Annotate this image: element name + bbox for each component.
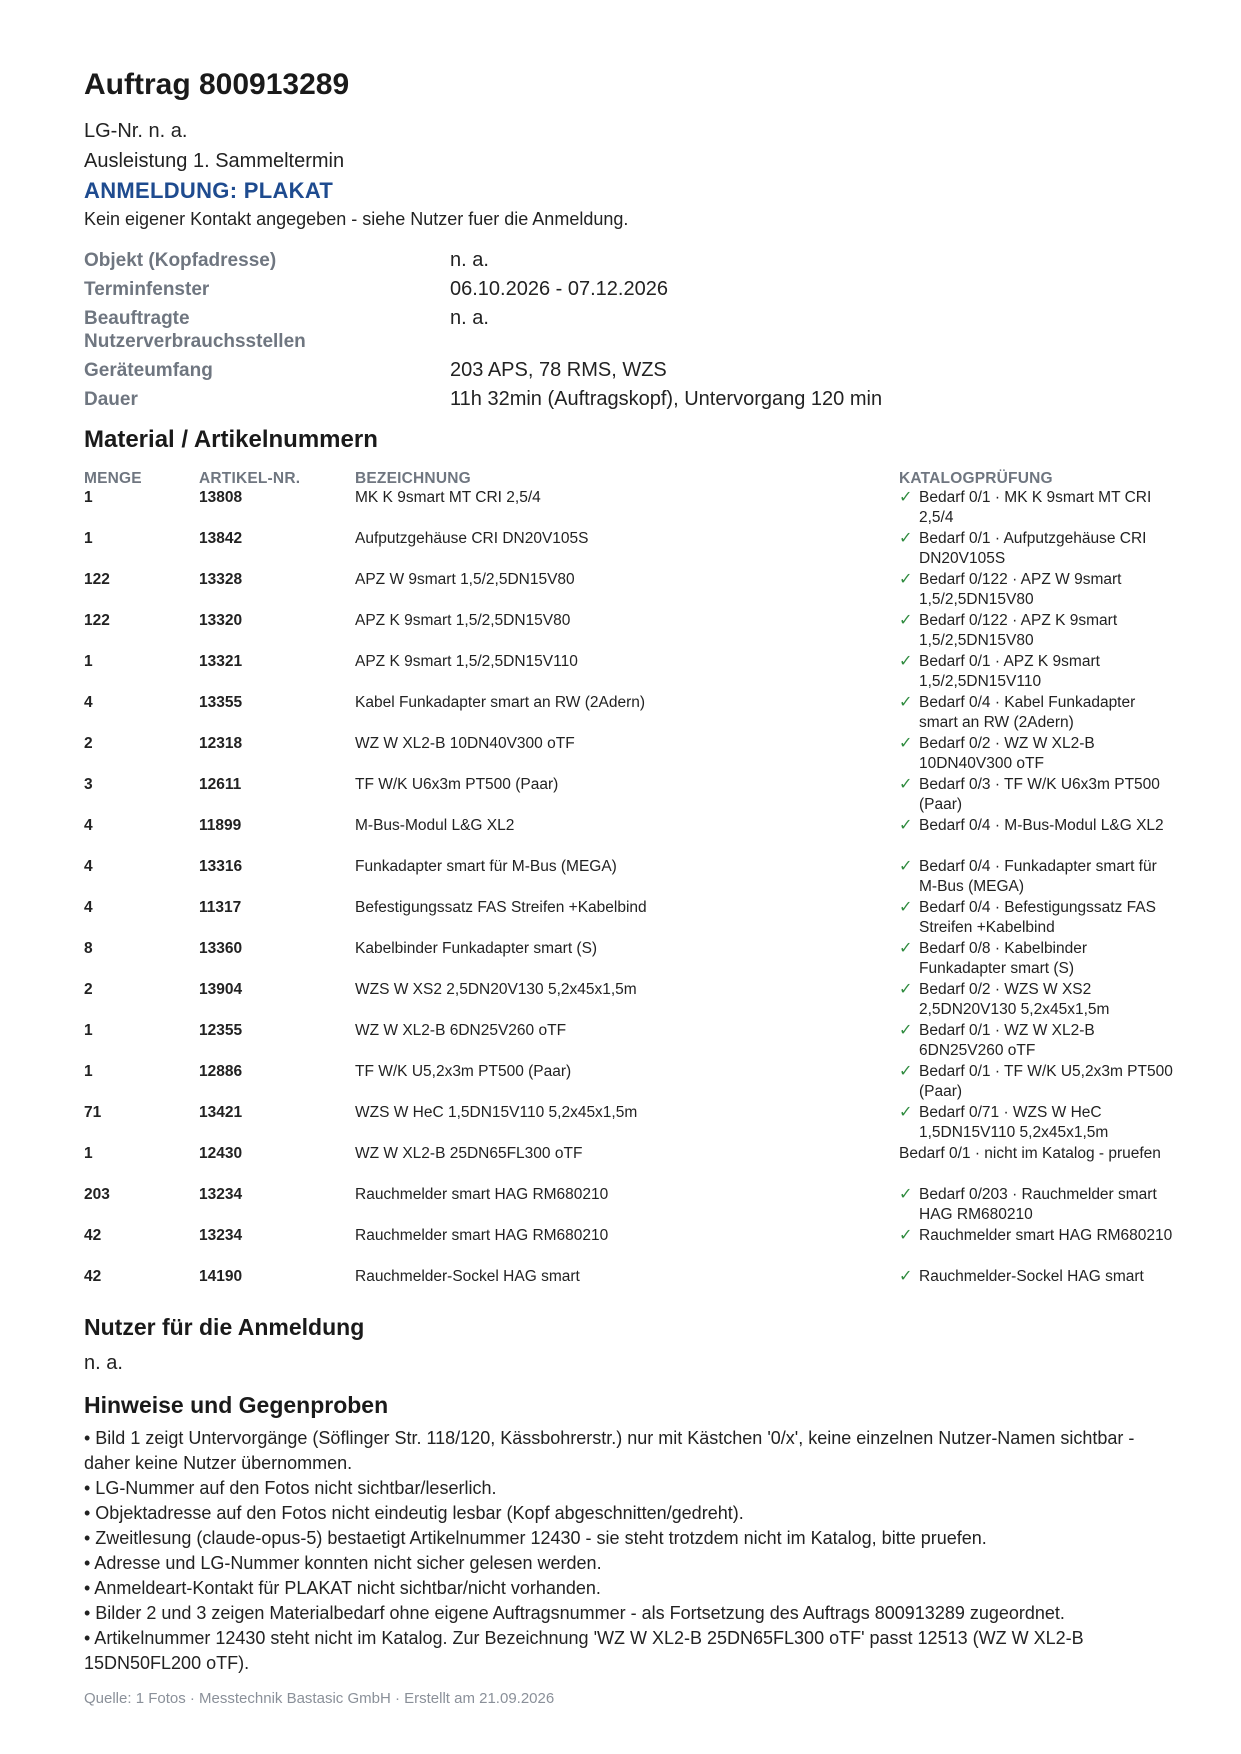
artikel-cell: 12355 <box>199 1022 243 1039</box>
katalog-text: Bedarf 0/1 · TF W/K U5,2x3m PT500 (Paar) <box>919 1063 1173 1100</box>
material-table-body <box>84 488 1174 1308</box>
checkmark-icon: ✓ <box>899 1063 913 1080</box>
col-artikel: ARTIKEL-NR. <box>199 470 301 487</box>
menge-cell: 1 <box>84 1022 93 1039</box>
checkmark-icon: ✓ <box>899 1268 913 1285</box>
table-row <box>84 1021 1174 1062</box>
artikel-cell: 11899 <box>199 817 242 834</box>
menge-cell: 2 <box>84 981 93 998</box>
bezeichnung-cell: WZ W XL2-B 10DN40V300 oTF <box>355 735 575 752</box>
table-row <box>84 775 1174 816</box>
menge-cell: 1 <box>84 530 93 547</box>
katalog-cell <box>899 775 1174 816</box>
katalog-cell <box>899 529 1174 570</box>
table-row <box>84 488 1174 529</box>
bezeichnung-cell: WZS W HeC 1,5DN15V110 5,2x45x1,5m <box>355 1104 638 1121</box>
checkmark-icon: ✓ <box>899 899 913 916</box>
katalog-cell <box>899 1226 1174 1267</box>
menge-cell: 3 <box>84 776 93 793</box>
menge-cell: 42 <box>84 1268 102 1285</box>
katalog-cell <box>899 1267 1174 1308</box>
artikel-cell: 13321 <box>199 653 243 670</box>
katalog-text: Bedarf 0/122 · APZ K 9smart 1,5/2,5DN15V80 <box>919 612 1118 649</box>
bezeichnung-cell: WZ W XL2-B 6DN25V260 oTF <box>355 1022 567 1039</box>
page-title: Auftrag 800913289 <box>84 68 350 101</box>
artikel-cell: 13320 <box>199 612 243 629</box>
bezeichnung-cell: WZ W XL2-B 25DN65FL300 oTF <box>355 1145 583 1162</box>
details-grid <box>84 246 1174 414</box>
artikel-cell: 13904 <box>199 981 243 998</box>
detail-label: Beauftragte Nutzerverbrauchsstellen <box>84 308 306 352</box>
kontakt-note: Kein eigener Kontakt angegeben - siehe Nutzer fuer die Anmeldung. <box>84 209 629 229</box>
table-row <box>84 611 1174 652</box>
katalog-text: Bedarf 0/2 · WZ W XL2-B 10DN40V300 oTF <box>919 735 1095 772</box>
artikel-cell: 13842 <box>199 530 243 547</box>
katalog-text: Bedarf 0/8 · Kabelbinder Funkadapter smart (S) <box>919 940 1088 977</box>
table-row <box>84 1144 1174 1185</box>
katalog-cell <box>899 1021 1174 1062</box>
katalog-text: Bedarf 0/1 · nicht im Katalog - pruefen <box>899 1145 1161 1162</box>
artikel-cell: 13316 <box>199 858 243 875</box>
menge-cell: 1 <box>84 653 93 670</box>
col-menge: MENGE <box>84 470 142 487</box>
hinweis-item: • Bild 1 zeigt Untervorgänge (Söflinger Str. 118/120, Kässbohrerstr.) nur mit Kästchen '0/x', keine einzelnen Nutzer-Namen sichtbar - daher keine Nutzer übernommen. <box>84 1428 1135 1473</box>
menge-cell: 203 <box>84 1186 110 1203</box>
detail-value: n. a. <box>450 307 489 329</box>
table-row <box>84 529 1174 570</box>
detail-label: Geräteumfang <box>84 360 213 381</box>
table-row <box>84 816 1174 857</box>
katalog-cell <box>899 652 1174 693</box>
katalog-text: Bedarf 0/2 · WZS W XS2 2,5DN20V130 5,2x45x1,5m <box>919 981 1110 1018</box>
katalog-text: Bedarf 0/1 · MK K 9smart MT CRI 2,5/4 <box>919 489 1152 526</box>
bezeichnung-cell: Rauchmelder-Sockel HAG smart <box>355 1268 580 1285</box>
table-row <box>84 939 1174 980</box>
table-row <box>84 570 1174 611</box>
checkmark-icon: ✓ <box>899 1022 913 1039</box>
katalog-cell <box>899 939 1174 980</box>
katalog-cell <box>899 611 1174 652</box>
bezeichnung-cell: TF W/K U5,2x3m PT500 (Paar) <box>355 1063 572 1080</box>
artikel-cell: 11317 <box>199 899 242 916</box>
table-row <box>84 652 1174 693</box>
detail-value: n. a. <box>450 249 489 271</box>
checkmark-icon: ✓ <box>899 530 913 547</box>
checkmark-icon: ✓ <box>899 489 913 506</box>
katalog-cell <box>899 734 1174 775</box>
katalog-cell <box>899 898 1174 939</box>
artikel-cell: 13234 <box>199 1186 243 1203</box>
katalog-text: Bedarf 0/203 · Rauchmelder smart HAG RM680210 <box>919 1186 1157 1223</box>
katalog-cell <box>899 1185 1174 1226</box>
katalog-cell <box>899 1062 1174 1103</box>
bezeichnung-cell: Funkadapter smart für M-Bus (MEGA) <box>355 858 617 875</box>
lg-number: LG-Nr. n. a. <box>84 120 188 142</box>
hinweis-item: • LG-Nummer auf den Fotos nicht sichtbar/leserlich. <box>84 1478 497 1498</box>
artikel-cell: 13328 <box>199 571 243 588</box>
menge-cell: 122 <box>84 612 110 629</box>
artikel-cell: 12318 <box>199 735 243 752</box>
katalog-cell <box>899 857 1174 898</box>
katalog-text: Bedarf 0/1 · WZ W XL2-B 6DN25V260 oTF <box>919 1022 1095 1059</box>
bezeichnung-cell: Rauchmelder smart HAG RM680210 <box>355 1186 609 1203</box>
footer-source: Quelle: 1 Fotos · Messtechnik Bastasic GmbH · Erstellt am 21.09.2026 <box>84 1690 555 1707</box>
table-header-row <box>84 464 1174 488</box>
table-row <box>84 857 1174 898</box>
hinweis-item: • Zweitlesung (claude-opus-5) bestaetigt Artikelnummer 12430 - sie steht trotzdem nicht im Katalog, bitte pruefen. <box>84 1528 987 1548</box>
menge-cell: 4 <box>84 694 93 711</box>
hinweise-heading: Hinweise und Gegenproben <box>84 1392 389 1418</box>
katalog-cell <box>899 980 1174 1021</box>
katalog-cell <box>899 693 1174 734</box>
table-row <box>84 1267 1174 1308</box>
bezeichnung-cell: APZ K 9smart 1,5/2,5DN15V80 <box>355 612 571 629</box>
material-heading: Material / Artikelnummern <box>84 426 378 453</box>
checkmark-icon: ✓ <box>899 1104 913 1121</box>
katalog-cell <box>899 1144 1174 1185</box>
nutzer-heading: Nutzer für die Anmeldung <box>84 1314 365 1340</box>
katalog-text: Bedarf 0/4 · Befestigungssatz FAS Streifen +Kabelbind <box>919 899 1156 936</box>
bezeichnung-cell: M-Bus-Modul L&G XL2 <box>355 817 515 834</box>
detail-label: Dauer <box>84 389 138 410</box>
bezeichnung-cell: APZ W 9smart 1,5/2,5DN15V80 <box>355 571 575 588</box>
bezeichnung-cell: WZS W XS2 2,5DN20V130 5,2x45x1,5m <box>355 981 637 998</box>
artikel-cell: 13234 <box>199 1227 243 1244</box>
checkmark-icon: ✓ <box>899 1186 913 1203</box>
menge-cell: 42 <box>84 1227 102 1244</box>
menge-cell: 1 <box>84 489 93 506</box>
katalog-text: Rauchmelder smart HAG RM680210 <box>919 1227 1173 1244</box>
menge-cell: 4 <box>84 817 93 834</box>
checkmark-icon: ✓ <box>899 981 913 998</box>
artikel-cell: 13808 <box>199 489 243 506</box>
nutzer-value: n. a. <box>84 1352 123 1374</box>
table-row <box>84 1226 1174 1267</box>
bezeichnung-cell: Kabelbinder Funkadapter smart (S) <box>355 940 598 957</box>
bezeichnung-cell: TF W/K U6x3m PT500 (Paar) <box>355 776 559 793</box>
bezeichnung-cell: Kabel Funkadapter smart an RW (2Adern) <box>355 694 646 711</box>
menge-cell: 2 <box>84 735 93 752</box>
menge-cell: 122 <box>84 571 110 588</box>
artikel-cell: 14190 <box>199 1268 243 1285</box>
katalog-cell <box>899 816 1174 857</box>
table-row <box>84 693 1174 734</box>
anmeldung-type: ANMELDUNG: PLAKAT <box>84 178 334 203</box>
hinweis-item: • Artikelnummer 12430 steht nicht im Katalog. Zur Bezeichnung 'WZ W XL2-B 25DN65FL300 oTF' passt 12513 (WZ W XL2-B 15DN50FL200 oTF). <box>84 1628 1084 1673</box>
checkmark-icon: ✓ <box>899 858 913 875</box>
table-row <box>84 980 1174 1021</box>
table-row <box>84 1185 1174 1226</box>
artikel-cell: 12886 <box>199 1063 243 1080</box>
checkmark-icon: ✓ <box>899 571 913 588</box>
menge-cell: 8 <box>84 940 93 957</box>
katalog-cell <box>899 488 1174 529</box>
bezeichnung-cell: MK K 9smart MT CRI 2,5/4 <box>355 489 541 506</box>
checkmark-icon: ✓ <box>899 612 913 629</box>
checkmark-icon: ✓ <box>899 817 913 834</box>
menge-cell: 4 <box>84 858 93 875</box>
artikel-cell: 13355 <box>199 694 243 711</box>
katalog-text: Bedarf 0/3 · TF W/K U6x3m PT500 (Paar) <box>919 776 1160 813</box>
bezeichnung-cell: Befestigungssatz FAS Streifen +Kabelbind <box>355 899 647 916</box>
hinweis-item: • Adresse und LG-Nummer konnten nicht sicher gelesen werden. <box>84 1553 602 1573</box>
hinweis-item: • Anmeldeart-Kontakt für PLAKAT nicht sichtbar/nicht vorhanden. <box>84 1578 601 1598</box>
table-row <box>84 898 1174 939</box>
col-katalog: KATALOGPRÜFUNG <box>899 470 1053 487</box>
detail-value: 11h 32min (Auftragskopf), Untervorgang 120 min <box>450 388 883 410</box>
katalog-text: Rauchmelder-Sockel HAG smart <box>919 1268 1144 1285</box>
col-bezeichnung: BEZEICHNUNG <box>355 470 471 487</box>
hinweis-item: • Bilder 2 und 3 zeigen Materialbedarf ohne eigene Auftragsnummer - als Fortsetzung des Auftrags 800913289 zugeordnet. <box>84 1603 1065 1623</box>
katalog-text: Bedarf 0/122 · APZ W 9smart 1,5/2,5DN15V80 <box>919 571 1122 608</box>
bezeichnung-cell: Rauchmelder smart HAG RM680210 <box>355 1227 609 1244</box>
artikel-cell: 13360 <box>199 940 243 957</box>
menge-cell: 4 <box>84 899 93 916</box>
material-table <box>84 464 1174 1308</box>
katalog-text: Bedarf 0/1 · APZ K 9smart 1,5/2,5DN15V110 <box>919 653 1100 690</box>
detail-label: Terminfenster <box>84 279 210 300</box>
menge-cell: 1 <box>84 1145 93 1162</box>
katalog-text: Bedarf 0/4 · Kabel Funkadapter smart an RW (2Adern) <box>919 694 1136 731</box>
table-row <box>84 1062 1174 1103</box>
katalog-cell <box>899 1103 1174 1144</box>
table-row <box>84 734 1174 775</box>
hinweis-item: • Objektadresse auf den Fotos nicht eindeutig lesbar (Kopf abgeschnitten/gedreht). <box>84 1503 744 1523</box>
table-row <box>84 1103 1174 1144</box>
artikel-cell: 13421 <box>199 1104 243 1121</box>
katalog-text: Bedarf 0/4 · M-Bus-Modul L&G XL2 <box>919 817 1164 834</box>
checkmark-icon: ✓ <box>899 653 913 670</box>
menge-cell: 1 <box>84 1063 93 1080</box>
detail-label: Objekt (Kopfadresse) <box>84 250 277 271</box>
katalog-cell <box>899 570 1174 611</box>
detail-value: 06.10.2026 - 07.12.2026 <box>450 278 668 300</box>
artikel-cell: 12611 <box>199 776 242 793</box>
detail-value: 203 APS, 78 RMS, WZS <box>450 359 667 381</box>
katalog-text: Bedarf 0/4 · Funkadapter smart für M-Bus (MEGA) <box>919 858 1157 895</box>
checkmark-icon: ✓ <box>899 940 913 957</box>
katalog-text: Bedarf 0/71 · WZS W HeC 1,5DN15V110 5,2x45x1,5m <box>919 1104 1109 1141</box>
menge-cell: 71 <box>84 1104 102 1121</box>
hinweise-list <box>84 1426 1174 1676</box>
artikel-cell: 12430 <box>199 1145 243 1162</box>
bezeichnung-cell: Aufputzgehäuse CRI DN20V105S <box>355 530 589 547</box>
checkmark-icon: ✓ <box>899 776 913 793</box>
ausleistung-label: Ausleistung 1. Sammeltermin <box>84 150 345 172</box>
bezeichnung-cell: APZ K 9smart 1,5/2,5DN15V110 <box>355 653 578 670</box>
katalog-text: Bedarf 0/1 · Aufputzgehäuse CRI DN20V105S <box>919 530 1147 567</box>
checkmark-icon: ✓ <box>899 735 913 752</box>
checkmark-icon: ✓ <box>899 694 913 711</box>
checkmark-icon: ✓ <box>899 1227 913 1244</box>
